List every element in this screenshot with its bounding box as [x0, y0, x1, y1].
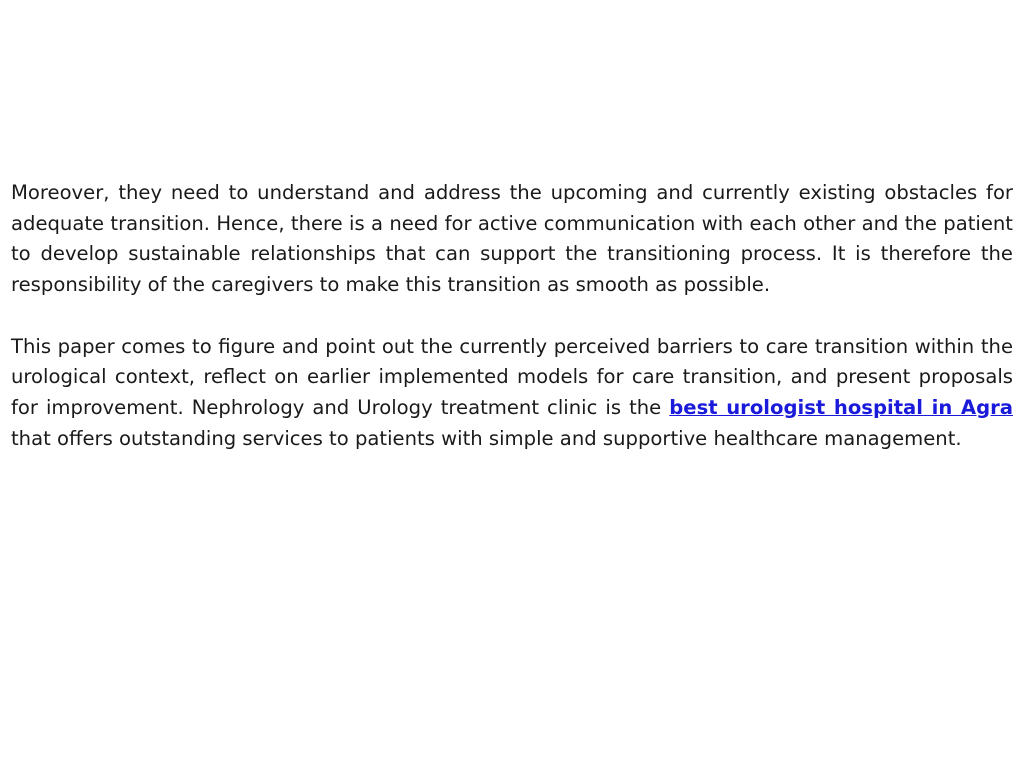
paragraph-1: Moreover, they need to understand and address the upcoming and currently existing obstacles for adequate transition. Hence, there is a need for active communication with each other and the patient to develop sustainable relationships that can support the transitioning process. It is therefore the responsibility of the caregivers to make this transition as smooth as possible. [11, 181, 1013, 297]
body-text [11, 178, 1013, 454]
paragraph-2 [11, 332, 1013, 455]
best-urologist-hospital-link[interactable]: best urologist hospital in Agra [669, 395, 1013, 419]
paragraph-2-text-before-link: This paper comes to figure and point out the currently perceived barriers to care transition within the urological context, reflect on earlier implemented models for care transition, and present proposals for improvement. Nephrology and Urology treatment clinic is the [11, 334, 1013, 419]
paragraph-2-text-after-link: that offers outstanding services to patients with simple and supportive healthcare management. [11, 426, 962, 450]
